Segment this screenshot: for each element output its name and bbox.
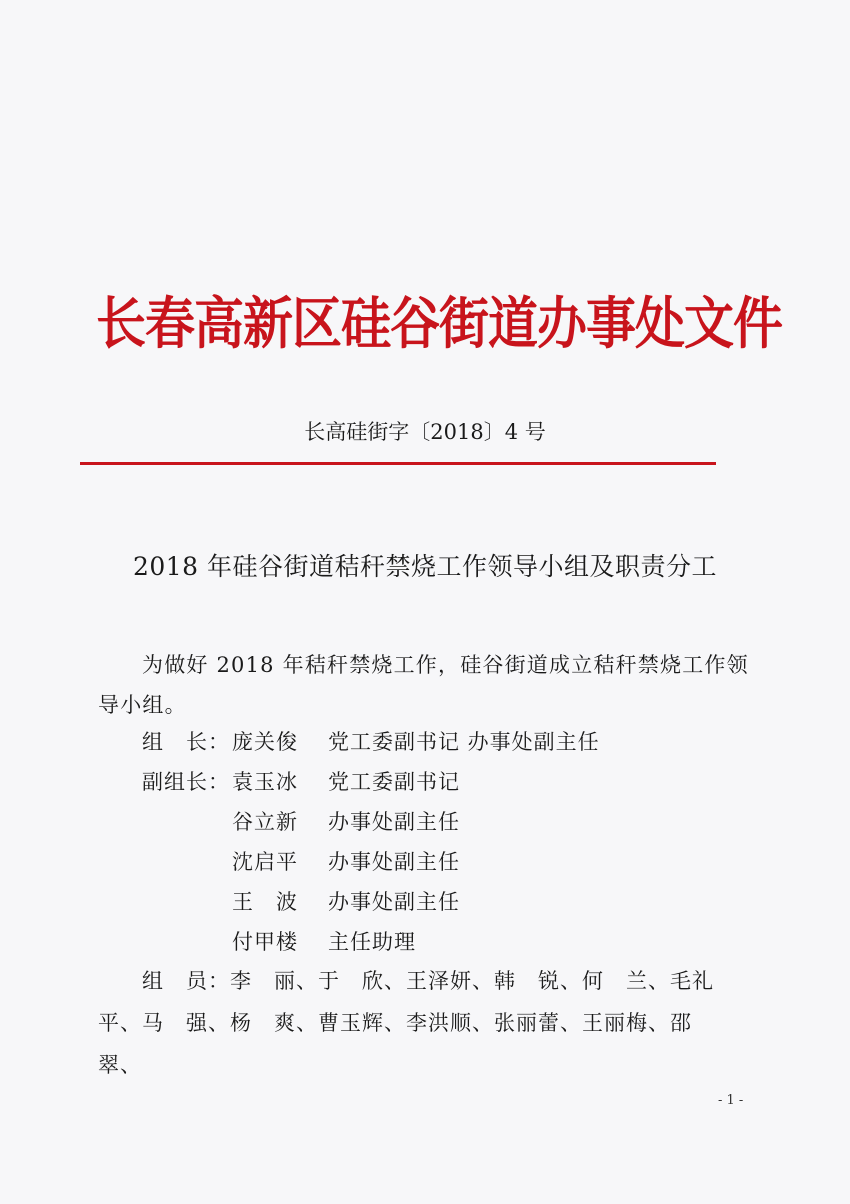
members-line-1: 组 员：李 丽、于 欣、王泽妍、韩 锐、何 兰、毛礼 (142, 969, 714, 993)
role-label: 组 长： (142, 730, 230, 754)
role-row (142, 882, 600, 922)
role-title: 办事处副主任 (328, 850, 460, 874)
role-name: 付甲楼 (232, 930, 298, 954)
role-title: 办事处副主任 (328, 890, 460, 914)
role-name: 庞关俊 (232, 730, 298, 754)
role-name: 袁玉冰 (232, 770, 298, 794)
role-title: 办事处副主任 (328, 810, 460, 834)
role-label (142, 802, 232, 842)
page-number: - 1 - (718, 1093, 744, 1108)
role-name: 沈启平 (232, 850, 298, 874)
red-divider-line (80, 462, 716, 465)
leadership-roles-list (142, 722, 600, 962)
role-name: 谷立新 (232, 810, 298, 834)
members-line-2: 平、马 强、杨 爽、曹玉辉、李洪顺、张丽蕾、王丽梅、邵 翠、 (98, 1011, 714, 1077)
role-title: 党工委副书记 办事处副主任 (328, 730, 600, 754)
role-row (142, 762, 600, 802)
role-label (142, 882, 232, 922)
document-number: 长高硅街字〔2018〕4 号 (304, 420, 546, 444)
role-name: 王 波 (232, 890, 298, 914)
role-label (142, 922, 232, 962)
role-row (142, 802, 600, 842)
role-row (142, 722, 600, 762)
role-title: 主任助理 (328, 930, 416, 954)
issuing-authority-title: 长春高新区硅谷街道办事处文件 (96, 291, 782, 357)
role-label: 副组长： (142, 770, 230, 794)
intro-paragraph (98, 645, 758, 725)
members-list (98, 960, 748, 1086)
role-title: 党工委副书记 (328, 770, 460, 794)
role-label (142, 842, 232, 882)
role-row (142, 922, 600, 962)
role-row (142, 842, 600, 882)
intro-line-2: 导小组。 (98, 693, 187, 717)
document-title: 2018 年硅谷街道秸秆禁烧工作领导小组及职责分工 (132, 552, 718, 581)
intro-line-1: 为做好 2018 年秸秆禁烧工作，硅谷街道成立秸秆禁烧工作领 (142, 653, 749, 677)
